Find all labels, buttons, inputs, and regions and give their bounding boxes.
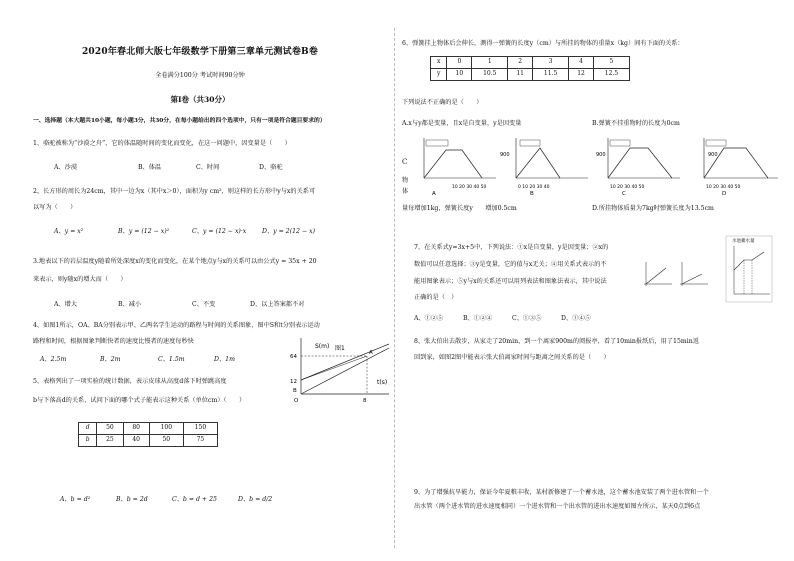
svg-text:900: 900 [596,152,606,158]
q3-option-c: C、不变 [192,301,216,308]
table-row [431,57,630,69]
question-9-line2: 出水管（两个进水管的进水速度相同）一个进水管和一个出水管的进出水速度如图左所示，某天0点到6点 [414,503,701,510]
question-5-line1: 5、表格列出了一项实验的统计数据，表示皮球从高度d落下时弹跳高度 [33,378,227,385]
fig1-point-b: B [293,388,297,394]
q6-option-b: B.弹簧不挂重物时的长度为0cm [592,120,680,127]
q4-option-b: B、2m [100,356,121,363]
table-cell: 75 [183,435,217,447]
question-5-line2: b与下落高d的关系，试问下面的哪个式子能表示这种关系（单位cm）（ ） [33,397,246,404]
table-cell: 25 [97,435,123,447]
question-1-stem: 1、骆驼被称为“沙漠之舟”，它的体温随时间的变化而变化，在这一问题中，因变量是（ ） [33,140,291,147]
question-2-line2: 以写为（ ） [33,204,77,211]
question-4-line2: 路程和时间，根据图象判断快者的速度比慢者的速度每秒快 [33,338,194,345]
q6-fragment-wu: 物 [402,177,409,184]
table-cell: 10.5 [472,69,508,81]
q5-option-d: D、b = d/2 [238,496,273,503]
fig1-tick-64: 64 [290,354,297,360]
table-cell: y [431,69,447,81]
q1-option-d: D、骆驼 [259,164,283,171]
q3-option-a: A、增大 [54,301,78,308]
q5-option-c: C、b = d + 25 [172,496,217,503]
table-row [79,423,218,435]
chart-b [500,138,588,196]
page-title: 2020年春北师大版七年级数学下册第三章单元测试卷B卷 [81,47,319,57]
small-chart-in [644,262,672,286]
fig1-caption: 图1 [335,345,345,352]
q7-option-d: D、①④⑤ [561,315,591,322]
part-heading: 第Ⅰ卷（共30分） [170,95,230,104]
q3-option-d: D、以上答案都不对 [250,301,305,308]
water-level-chart [726,236,772,302]
q8-option-charts [412,134,782,196]
figure-1-chart [285,336,393,408]
q4-option-a: A、2.5m [40,356,67,363]
q3-option-b: B、减小 [118,301,142,308]
q5-option-b: B、b = 2d [116,496,148,503]
svg-text:0 10 20 30 40: 0 10 20 30 40 [518,185,550,190]
table-cell: 11 [508,69,533,81]
table-cell: 50 [149,435,183,447]
fig1-tick-8: 8 [363,398,367,404]
q9-water-figures [640,234,774,304]
q6-option-a: A.x与y都是变量，且x是自变量，y是因变量 [402,120,522,127]
fig1-point-o: O [294,398,299,404]
fig1-x-label: t(s) [377,379,388,386]
q1-option-b: B、体温 [138,164,162,171]
q5-option-a: A、b = d² [60,496,91,503]
q2-option-b: B、y = (12 − x)² [118,228,170,235]
svg-text:10 20 30 40 50: 10 20 30 40 50 [706,185,741,190]
table-cell: 12.5 [593,69,629,81]
table-cell: 12 [569,69,594,81]
q6-fragment-c: C [402,158,408,166]
table-cell: 10 [447,69,472,81]
q1-option-c: C、时间 [196,164,220,171]
question-3-line1: 3.地表以下的岩层温度y随着所处深度x的变化而变化，在某个地点y与x的关系可以由公式y = 35x + 20 [33,258,317,265]
chart-a [424,138,496,196]
q7-option-c: C、①③⑤ [512,315,542,322]
q6-data-table [430,56,630,81]
chart-d [704,138,778,196]
question-9-line1: 9、为了增强抗旱能力，保证今年夏粮丰收，某村新修建了一个蓄水池，这个蓄水池安装了两个进水管和一个 [414,489,709,496]
chart-b-label: B [530,191,534,196]
table-cell: d [79,423,97,435]
fig1-line-oa [301,348,389,394]
fig1-y-label: S(m) [315,343,330,350]
q4-option-d: D、1m [214,356,235,363]
q2-option-a: A、y = x² [54,228,84,235]
section-heading: 一、选择题（本大题共10小题，每小题3分，共30分，在每小题给出的四个选项中，只有一项是符合题目要求的） [33,118,326,124]
svg-text:10 20 30 40 50: 10 20 30 40 50 [452,185,487,190]
question-6-stem: 6、弹簧挂上物体后会伸长，测得一弹簧的长度y（cm）与所挂的物体的重量x（kg）间有下面的关系： [402,40,684,47]
table-cell: 4 [569,57,594,69]
table-cell: 100 [149,423,183,435]
table-cell: 3 [533,57,569,69]
table-cell: 50 [97,423,123,435]
table-cell: 2 [508,57,533,69]
table-cell: 11.5 [533,69,569,81]
q5-data-table [78,422,218,447]
table-cell: 40 [123,435,149,447]
table-row [431,69,630,81]
chart-d-label: D [722,191,727,196]
table-cell: 80 [123,423,149,435]
question-7-line1: 7、在关系式y=3x+5中，下列说法：①x是自变量，y是因变量；②x的 [414,244,609,251]
q6-ask: 下列说法不正确的是（ ） [402,99,483,106]
q7-option-b: B、①②④ [463,315,493,322]
q2-option-c: C、y = (12 − x)·x [192,228,247,235]
small-chart-out [680,262,708,286]
table-cell: 150 [183,423,217,435]
svg-text:900: 900 [500,152,510,158]
table-cell: 1 [472,57,508,69]
question-4-line1: 4、如图1所示，OA、BA分别表示甲、乙两名学生运动的路程与时间的关系图象，图中S和t分别表示运动 [33,322,320,329]
page-subtitle: 全卷满分100分 考试时间90分钟 [155,72,245,79]
fig1-tick-12: 12 [290,379,297,385]
question-8-line2: 回到家，如图2图中能表示张大伯离家时间与距离之间关系的是（ ） [414,354,610,361]
svg-text:10 20 30 40 50: 10 20 30 40 50 [610,185,645,190]
question-3-line2: 来表示，则y随x的增大而（ ） [33,276,127,283]
question-7-line3: 能用图象表示；⑤y与x的关系还可以用列表法和图象法表示，其中说法 [414,278,607,285]
question-7-line4: 正确的是（ ） [414,294,458,301]
q1-option-a: A、沙漠 [54,164,78,171]
question-2-line1: 2、长方形的周长为24cm，其中一边为x（其中x＞0），面积为y cm²，则这样的长方形中y与x的关系可 [33,188,316,195]
q6-fragment-ti: 体 [402,188,409,195]
q4-option-c: C、1.5m [158,356,185,363]
q6-option-c-tail: 量每增加1kg，弹簧长度y 增加0.5cm [402,205,517,212]
fig1-point-a: A [369,350,373,356]
water-chart-label: 水池蓄水量 [732,239,755,244]
table-row [79,435,218,447]
chart-a-label: A [432,191,436,196]
table-cell: x [431,57,447,69]
question-8-line1: 8、张大伯出去散步，从家走了20min，到一个离家900m的阅报亭，看了10min报纸后，用了15min返 [414,338,699,345]
chart-c [596,138,680,196]
chart-c-label: C [622,191,626,196]
q6-option-d: D.所挂物体质量为7kg时弹簧长度为13.5cm [592,205,714,212]
table-cell: 0 [447,57,472,69]
table-cell: 5 [593,57,629,69]
column-divider [394,28,395,548]
q7-option-a: A、①②⑤ [414,315,444,322]
table-cell: b [79,435,97,447]
svg-text:900: 900 [708,152,718,158]
q2-option-d: D、y = 2(12 − x) [262,228,316,235]
question-7-line2: 数值可以任意选择；③y是变量，它的值与x无关；④用关系式表示的不 [414,261,607,268]
